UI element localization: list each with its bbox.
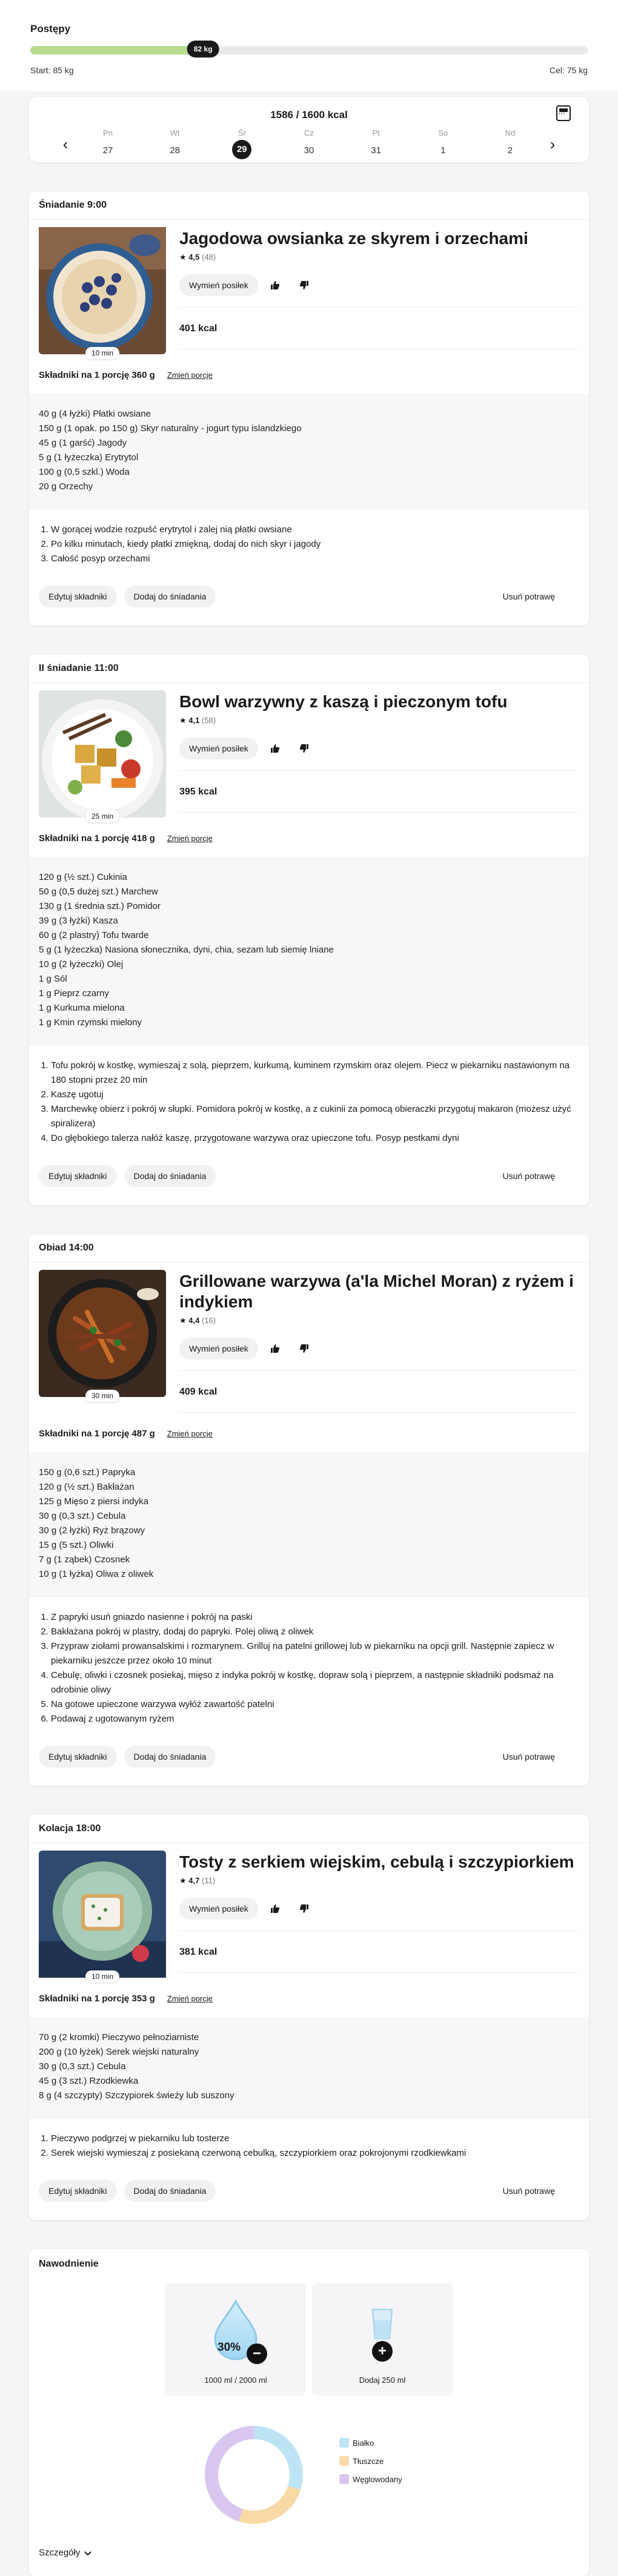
water-status-box bbox=[165, 2283, 306, 2396]
macros-donut-chart bbox=[202, 2423, 305, 2526]
current-weight-badge: 82 kg bbox=[187, 41, 219, 58]
meal-title[interactable]: Tosty z serkiem wiejskim, cebulą i szczypiorkiem bbox=[179, 1852, 574, 1871]
meal-rating bbox=[179, 1876, 579, 1886]
ingredient-item: 15 g (5 szt.) Oliwki bbox=[39, 1540, 114, 1550]
star-icon: ★ bbox=[179, 716, 187, 725]
recipe-step: 4. Cebulę, oliwki i czosnek posiekaj, mięso z indyka pokrój w kostkę, dopraw solą i pieprzem, a następnie składniki podsmaż na odrobinie oliwy bbox=[51, 1668, 579, 1697]
chevron-down-icon bbox=[84, 2549, 92, 2557]
legend-swatch bbox=[339, 2456, 349, 2466]
portion-label: Składniki na 1 porcję bbox=[39, 370, 130, 380]
meal-rating bbox=[179, 253, 579, 262]
water-percent: 30% bbox=[218, 2341, 241, 2354]
meal-photo[interactable] bbox=[39, 690, 166, 821]
portion-row bbox=[29, 1413, 589, 1452]
ingredient-item: 1 g Pieprz czarny bbox=[39, 988, 109, 999]
meal-rating bbox=[179, 716, 579, 725]
meal-header: Obiad 14:00 bbox=[29, 1234, 589, 1263]
macros-legend bbox=[339, 2438, 402, 2492]
remove-dish-button[interactable]: Usuń potrawę bbox=[502, 1752, 555, 1762]
ingredients-list bbox=[29, 857, 589, 1045]
legend-label: Białko bbox=[353, 2438, 374, 2448]
meal-kcal: 409 kcal bbox=[179, 1387, 218, 1397]
ingredient-item: 20 g Orzechy bbox=[39, 481, 93, 492]
ingredients-list bbox=[29, 1452, 589, 1596]
macro-slice bbox=[241, 2488, 294, 2517]
replace-meal-button[interactable]: Wymień posiłek bbox=[179, 1898, 258, 1920]
day-number: 27 bbox=[102, 145, 113, 156]
ingredient-item: 130 g (1 średnia szt.) Pomidor bbox=[39, 901, 161, 911]
edit-ingredients-button[interactable]: Edytuj składniki bbox=[39, 1746, 117, 1768]
ingredient-item: 45 g (1 garść) Jagody bbox=[39, 438, 127, 448]
ingredient-item: 30 g (0,3 szt.) Cebula bbox=[39, 1511, 126, 1521]
ingredients-list bbox=[29, 2017, 589, 2118]
meal-kcal: 395 kcal bbox=[179, 787, 218, 797]
ingredients-list bbox=[29, 394, 589, 509]
portion-row bbox=[29, 354, 589, 394]
macro-slice bbox=[254, 2432, 296, 2488]
remove-dish-button[interactable]: Usuń potrawę bbox=[502, 592, 555, 601]
ingredient-item: 7 g (1 ząbek) Czosnek bbox=[39, 1554, 130, 1565]
remove-water-button[interactable]: − bbox=[247, 2343, 267, 2364]
recipe-step: 1. W gorącej wodzie rozpuść erytrytol i zalej nią płatki owsiane bbox=[51, 523, 579, 537]
daily-kcal-summary: 1586 / 1600 kcal bbox=[270, 109, 348, 121]
legend-item bbox=[339, 2474, 402, 2484]
add-to-meal-button[interactable]: Dodaj do śniadania bbox=[124, 586, 216, 607]
thumbs-up-icon[interactable] bbox=[263, 1897, 287, 1921]
details-toggle[interactable] bbox=[39, 2548, 92, 2558]
ingredient-item: 1 g Kmin rzymski mielony bbox=[39, 1017, 142, 1028]
legend-label: Węglowodany bbox=[353, 2474, 402, 2484]
rating-value: 4,1 bbox=[188, 716, 200, 725]
meal-title[interactable]: Jagodowa owsianka ze skyrem i orzechami bbox=[179, 229, 528, 248]
recipe-steps bbox=[29, 1045, 589, 1154]
ingredient-item: 5 g (1 łyżeczka) Erytrytol bbox=[39, 452, 139, 463]
meals-list bbox=[0, 191, 618, 2220]
ingredient-item: 10 g (2 łyżeczki) Olej bbox=[39, 959, 124, 969]
day-name: Pt bbox=[372, 128, 380, 137]
prep-time-badge: 30 min bbox=[85, 1390, 119, 1402]
portion-weight: 487 g bbox=[131, 1428, 155, 1439]
weight-progress-bar bbox=[30, 46, 588, 54]
add-to-meal-button[interactable]: Dodaj do śniadania bbox=[124, 1165, 216, 1187]
recipe-step: 5. Na gotowe upieczone warzywa wyłóż zawartość patelni bbox=[51, 1697, 579, 1712]
recipe-steps bbox=[29, 2118, 589, 2169]
recipe-step: 3. Całość posyp orzechami bbox=[51, 552, 579, 566]
meal-rating bbox=[179, 1316, 579, 1326]
ingredient-item: 125 g Mięso z piersi indyka bbox=[39, 1496, 148, 1507]
meal-kcal: 401 kcal bbox=[179, 323, 218, 334]
portion-label: Składniki na 1 porcję bbox=[39, 1428, 130, 1439]
recipe-step: 4. Do głębokiego talerza nałóż kaszę, przygotowane warzywa oraz upieczone tofu. Posyp pestkami dyni bbox=[51, 1131, 579, 1146]
rating-value: 4,7 bbox=[188, 1876, 200, 1885]
ingredient-item: 50 g (0,5 dużej szt.) Marchew bbox=[39, 887, 158, 897]
prep-time-badge: 10 min bbox=[85, 347, 119, 359]
start-weight-label: Start: 85 kg bbox=[30, 65, 74, 75]
portion-weight: 353 g bbox=[131, 1993, 155, 2004]
calendar-day[interactable] bbox=[230, 128, 254, 160]
meal-card bbox=[29, 1234, 589, 1786]
recipe-step: 2. Po kilku minutach, kiedy płatki zmiękną, dodaj do nich skyr i jagody bbox=[51, 537, 579, 552]
change-portion-link[interactable]: Zmień porcje bbox=[167, 834, 213, 843]
prep-time-badge: 25 min bbox=[85, 810, 119, 822]
water-amount: 1000 ml / 2000 ml bbox=[204, 2376, 267, 2385]
change-portion-link[interactable]: Zmień porcje bbox=[167, 1994, 213, 2003]
edit-ingredients-button[interactable]: Edytuj składniki bbox=[39, 586, 117, 607]
details-label: Szczegóły bbox=[39, 2548, 81, 2558]
meal-card bbox=[29, 1815, 589, 2220]
legend-label: Tłuszcze bbox=[353, 2456, 384, 2466]
portion-label: Składniki na 1 porcję bbox=[39, 1993, 130, 2004]
calendar-day[interactable] bbox=[364, 128, 388, 160]
day-calendar bbox=[29, 97, 589, 162]
meal-card bbox=[29, 191, 589, 626]
day-name: Śr bbox=[238, 128, 246, 137]
ingredient-item: 120 g (½ szt.) Bakłażan bbox=[39, 1482, 135, 1492]
recipe-step: 2. Kaszę ugotuj bbox=[51, 1088, 579, 1102]
ingredient-item: 70 g (2 kromki) Pieczywo pełnoziarniste bbox=[39, 2032, 199, 2043]
ingredient-item: 60 g (2 plastry) Tofu twarde bbox=[39, 930, 149, 940]
recipe-step: 3. Marchewkę obierz i pokrój w słupki. Pomidora pokrój w kostkę, a z cukinii za pomocą obieraczki przygotuj makaron (możesz użyć spiralizera) bbox=[51, 1102, 579, 1131]
day-name: Nd bbox=[505, 128, 516, 137]
edit-ingredients-button[interactable]: Edytuj składniki bbox=[39, 1165, 117, 1187]
ingredient-item: 120 g (½ szt.) Cukinia bbox=[39, 872, 127, 882]
portion-label: Składniki na 1 porcję bbox=[39, 833, 130, 844]
goal-weight-label: Cel: 75 kg bbox=[549, 65, 588, 75]
thumbs-down-icon[interactable] bbox=[292, 273, 316, 297]
rating-count: (16) bbox=[201, 1316, 216, 1325]
hydration-card bbox=[29, 2249, 589, 2576]
thumbs-up-icon[interactable] bbox=[263, 736, 287, 761]
portion-weight: 418 g bbox=[131, 833, 155, 844]
add-to-meal-button[interactable]: Dodaj do śniadania bbox=[124, 2180, 216, 2202]
rating-count: (11) bbox=[201, 1876, 216, 1885]
recipe-step: 1. Pieczywo podgrzej w piekarniku lub tosterze bbox=[51, 2132, 579, 2146]
meal-header: Śniadanie 9:00 bbox=[29, 191, 589, 220]
ingredient-item: 30 g (2 łyżki) Ryż brązowy bbox=[39, 1525, 145, 1536]
hydration-title: Nawodnienie bbox=[39, 2259, 99, 2269]
portion-row bbox=[29, 817, 589, 857]
ingredient-item: 150 g (1 opak. po 150 g) Skyr naturalny - jogurt typu islandzkiego bbox=[39, 423, 302, 434]
ingredient-item: 5 g (1 łyżeczka) Nasiona słonecznika, dyni, chia, sezam lub siemię lniane bbox=[39, 945, 334, 955]
weight-progress-fill bbox=[30, 46, 203, 54]
day-name: Wt bbox=[170, 128, 180, 137]
calendar-day[interactable] bbox=[297, 128, 321, 160]
add-water-label: Dodaj 250 ml bbox=[359, 2376, 406, 2385]
calendar-day[interactable] bbox=[431, 128, 455, 160]
change-portion-link[interactable]: Zmień porcje bbox=[167, 371, 213, 380]
legend-swatch bbox=[339, 2438, 349, 2448]
calendar-day[interactable] bbox=[163, 128, 187, 160]
day-name: Pn bbox=[103, 128, 113, 137]
rating-count: (48) bbox=[201, 253, 216, 262]
portion-row bbox=[29, 1978, 589, 2017]
calculator-icon[interactable] bbox=[556, 105, 571, 121]
prep-time-badge: 10 min bbox=[85, 1970, 119, 1983]
progress-labels bbox=[30, 65, 588, 75]
ingredient-item: 10 g (1 łyżka) Oliwa z oliwek bbox=[39, 1569, 154, 1579]
day-number: 2 bbox=[507, 145, 513, 156]
recipe-steps bbox=[29, 1596, 589, 1735]
ingredient-item: 40 g (4 łyżki) Płatki owsiane bbox=[39, 409, 151, 419]
legend-swatch bbox=[339, 2474, 349, 2484]
ingredient-item: 30 g (0,3 szt.) Cebula bbox=[39, 2061, 126, 2072]
thumbs-up-icon[interactable] bbox=[263, 1336, 287, 1361]
ingredient-item: 39 g (3 łyżki) Kasza bbox=[39, 916, 118, 926]
recipe-step: 2. Serek wiejski wymieszaj z posiekaną czerwoną cebulką, szczypiorkiem oraz pokrojonymi rzodkiewkami bbox=[51, 2146, 579, 2161]
replace-meal-button[interactable]: Wymień posiłek bbox=[179, 274, 258, 296]
change-portion-link[interactable]: Zmień porcje bbox=[167, 1429, 213, 1438]
day-name: Cz bbox=[304, 128, 314, 137]
meal-title[interactable]: Grillowane warzywa (a'la Michel Moran) z ryżem i indykiem bbox=[179, 1272, 574, 1311]
recipe-step: 2. Bakłażana pokrój w plastry, dodaj do papryki. Polej oliwą z oliwek bbox=[51, 1625, 579, 1639]
ingredient-item: 100 g (0,5 szkl.) Woda bbox=[39, 467, 130, 477]
add-water-box bbox=[312, 2283, 453, 2396]
thumbs-down-icon[interactable] bbox=[292, 1897, 316, 1921]
ingredient-item: 1 g Kurkuma mielona bbox=[39, 1003, 125, 1013]
rating-value: 4,5 bbox=[188, 253, 200, 262]
day-number: 29 bbox=[232, 140, 251, 159]
ingredient-item: 1 g Sól bbox=[39, 974, 67, 984]
calendar-day[interactable] bbox=[498, 128, 522, 160]
meal-kcal: 381 kcal bbox=[179, 1947, 218, 1957]
star-icon: ★ bbox=[179, 1316, 187, 1325]
replace-meal-button[interactable]: Wymień posiłek bbox=[179, 738, 258, 759]
add-to-meal-button[interactable]: Dodaj do śniadania bbox=[124, 1746, 216, 1768]
thumbs-down-icon[interactable] bbox=[292, 736, 316, 761]
thumbs-up-icon[interactable] bbox=[263, 273, 287, 297]
meal-card bbox=[29, 655, 589, 1205]
portion-weight: 360 g bbox=[131, 370, 155, 380]
macro-slice bbox=[211, 2432, 254, 2515]
recipe-step: 6. Podawaj z ugotowanym ryżem bbox=[51, 1712, 579, 1726]
next-week-arrow-icon[interactable]: › bbox=[550, 135, 556, 153]
legend-item bbox=[339, 2456, 402, 2466]
remove-dish-button[interactable]: Usuń potrawę bbox=[502, 2186, 555, 2196]
week-days bbox=[78, 128, 540, 160]
recipe-step: 1. Z papryki usuń gniazdo nasienne i pokrój na paski bbox=[51, 1610, 579, 1625]
rating-value: 4,4 bbox=[188, 1316, 200, 1325]
calendar-day[interactable] bbox=[96, 128, 120, 160]
prev-week-arrow-icon[interactable]: ‹ bbox=[62, 135, 68, 153]
water-glass-icon bbox=[370, 2307, 394, 2341]
edit-ingredients-button[interactable]: Edytuj składniki bbox=[39, 2180, 117, 2202]
legend-item bbox=[339, 2438, 402, 2448]
meal-header: II śniadanie 11:00 bbox=[29, 655, 589, 683]
progress-title: Postępy bbox=[30, 23, 71, 35]
ingredient-item: 150 g (0,6 szt.) Papryka bbox=[39, 1467, 136, 1478]
ingredient-item: 8 g (4 szczypty) Szczypiorek świeży lub suszony bbox=[39, 2090, 234, 2101]
star-icon: ★ bbox=[179, 1876, 187, 1885]
rating-count: (58) bbox=[201, 716, 216, 725]
recipe-steps bbox=[29, 509, 589, 575]
recipe-step: 3. Przypraw ziołami prowansalskimi i rozmarynem. Grilluj na patelni grillowej lub w piekarniku na opcji grill. Następnie zapiecz w piekarniku jeszcze przez około 10 minut bbox=[51, 1639, 579, 1668]
replace-meal-button[interactable]: Wymień posiłek bbox=[179, 1338, 258, 1359]
add-water-button[interactable]: + bbox=[372, 2341, 393, 2362]
ingredient-item: 45 g (3 szt.) Rzodkiewka bbox=[39, 2076, 139, 2086]
day-number: 31 bbox=[371, 145, 381, 156]
remove-dish-button[interactable]: Usuń potrawę bbox=[502, 1171, 555, 1181]
meal-photo[interactable] bbox=[39, 1851, 166, 1981]
ingredient-item: 200 g (10 łyżek) Serek wiejski naturalny bbox=[39, 2047, 199, 2057]
recipe-step: 1. Tofu pokrój w kostkę, wymieszaj z solą, pieprzem, kurkumą, kuminem rzymskim oraz olejem. Piecz w piekarniku nastawionym na 180 stopni przez 20 min bbox=[51, 1058, 579, 1088]
meal-header: Kolacja 18:00 bbox=[29, 1815, 589, 1843]
day-name: So bbox=[438, 128, 448, 137]
meal-photo[interactable] bbox=[39, 227, 166, 357]
meal-photo[interactable] bbox=[39, 1270, 166, 1400]
day-number: 30 bbox=[304, 145, 314, 156]
thumbs-down-icon[interactable] bbox=[292, 1336, 316, 1361]
day-number: 1 bbox=[440, 145, 446, 156]
meal-title[interactable]: Bowl warzywny z kaszą i pieczonym tofu bbox=[179, 692, 508, 711]
star-icon: ★ bbox=[179, 253, 187, 262]
day-number: 28 bbox=[170, 145, 180, 156]
progress-section bbox=[0, 0, 618, 91]
